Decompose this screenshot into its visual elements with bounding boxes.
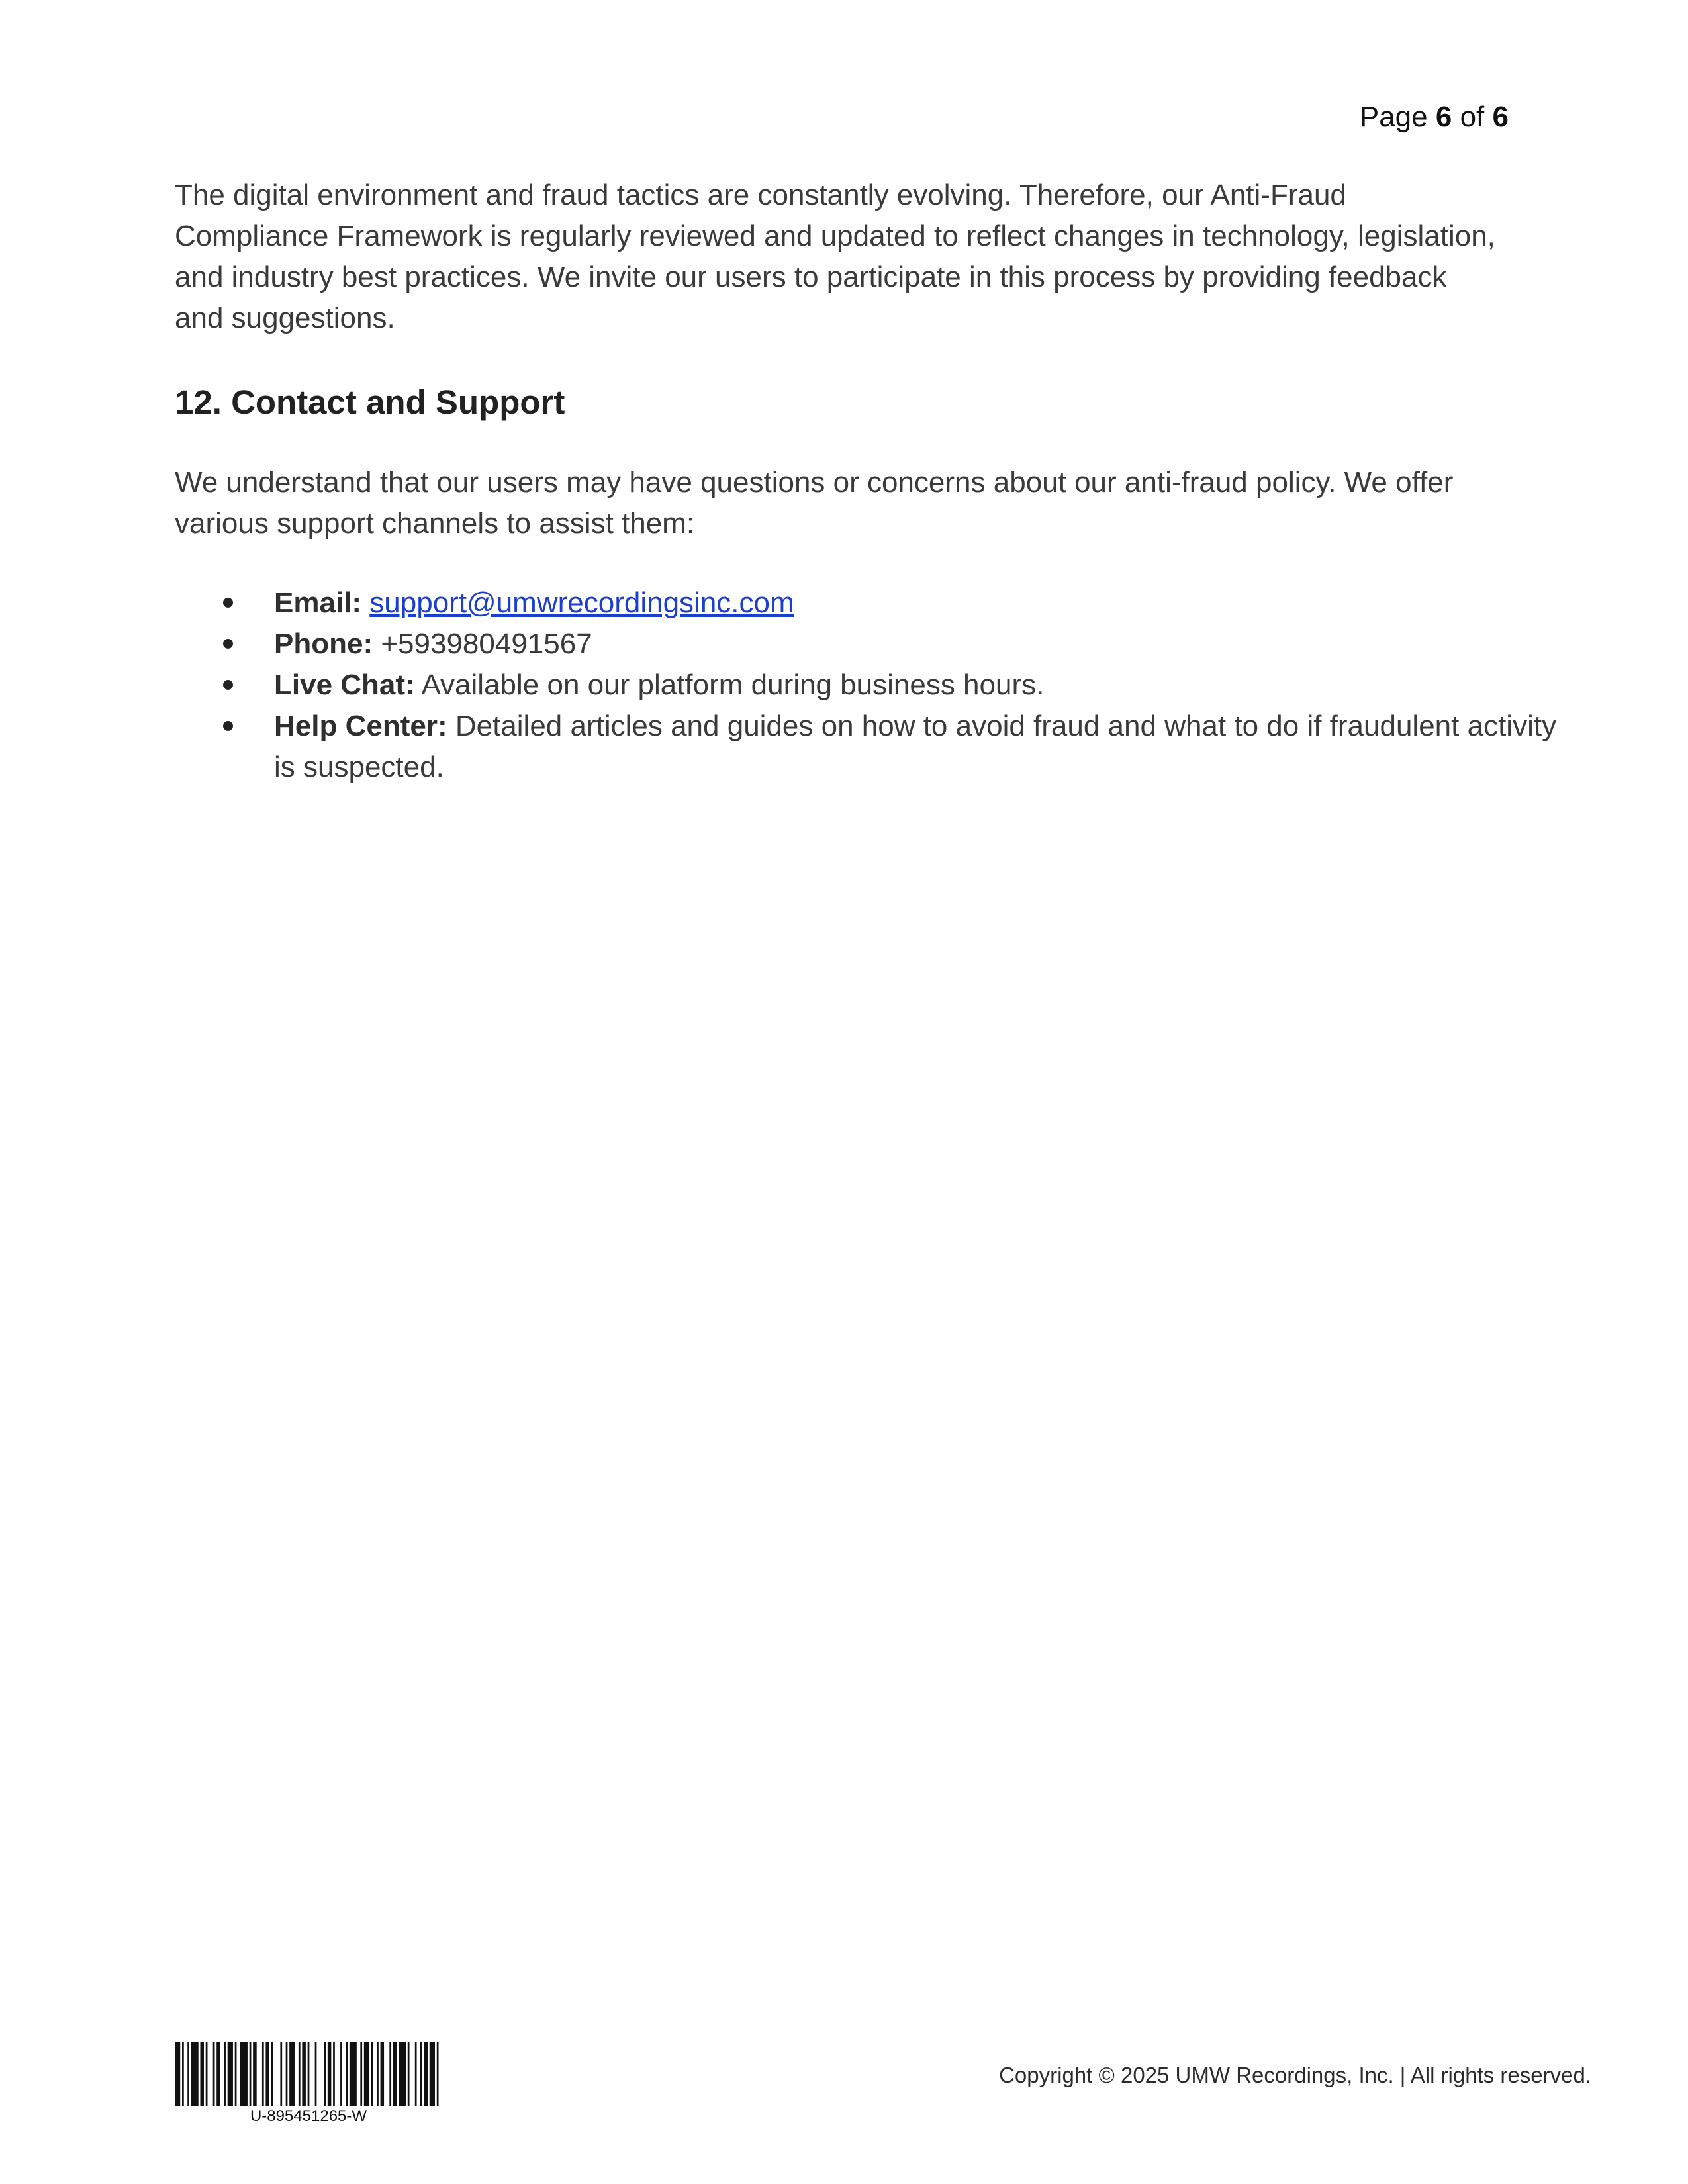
barcode-bar bbox=[315, 2042, 317, 2106]
page-separator: of bbox=[1460, 101, 1485, 133]
barcode-bar bbox=[415, 2042, 417, 2106]
barcode-icon bbox=[175, 2042, 442, 2106]
page-total: 6 bbox=[1492, 101, 1509, 133]
support-channel-list bbox=[175, 583, 1557, 788]
section-title: 12. Contact and Support bbox=[175, 383, 565, 421]
barcode-bar bbox=[389, 2042, 391, 2106]
barcode-bar bbox=[265, 2042, 269, 2106]
item-label: Live Chat: bbox=[274, 669, 415, 701]
barcode-bar bbox=[206, 2042, 208, 2106]
page-prefix: Page bbox=[1359, 101, 1428, 133]
barcode-bar bbox=[364, 2042, 369, 2106]
barcode-bar bbox=[437, 2042, 439, 2106]
section-body: We understand that our users may have questions or concerns about our anti-fraud policy. We offer various support channels to assist them: bbox=[175, 466, 1454, 540]
barcode-bar bbox=[262, 2042, 264, 2106]
barcode-bar bbox=[182, 2042, 184, 2106]
barcode-bar bbox=[399, 2042, 406, 2106]
list-item-help-center bbox=[175, 706, 1571, 788]
item-value: Available on our platform during business hours. bbox=[421, 669, 1045, 701]
bullet-icon bbox=[223, 639, 233, 649]
barcode-bar bbox=[191, 2042, 199, 2106]
list-item-live-chat bbox=[175, 665, 1571, 706]
barcode-bar bbox=[308, 2042, 310, 2106]
barcode-bar bbox=[377, 2042, 379, 2106]
barcode-bar bbox=[302, 2042, 306, 2106]
barcode-text: U-895451265-W bbox=[250, 2107, 367, 2125]
page-current: 6 bbox=[1435, 101, 1452, 133]
barcode-bar bbox=[240, 2042, 248, 2106]
barcode-bar bbox=[280, 2042, 282, 2106]
barcode-bar bbox=[213, 2042, 215, 2106]
document-body bbox=[175, 175, 1557, 788]
list-item-email bbox=[175, 583, 1571, 624]
barcode-bar bbox=[420, 2042, 422, 2106]
barcode-bar bbox=[340, 2042, 342, 2106]
list-item-phone bbox=[175, 624, 1571, 665]
barcode-bar bbox=[224, 2042, 226, 2106]
bullet-icon bbox=[223, 680, 233, 690]
barcode-bar bbox=[381, 2042, 385, 2106]
page-number bbox=[1360, 101, 1509, 134]
item-label: Help Center: bbox=[274, 710, 447, 742]
barcode-bar bbox=[324, 2042, 326, 2106]
barcode-bar bbox=[430, 2042, 435, 2106]
bullet-icon bbox=[223, 598, 233, 608]
item-label: Phone: bbox=[274, 628, 373, 660]
barcode-bar bbox=[424, 2042, 428, 2106]
item-value: +593980491567 bbox=[381, 628, 592, 660]
barcode-bar bbox=[393, 2042, 397, 2106]
barcode-bar bbox=[289, 2042, 295, 2106]
barcode-bar bbox=[346, 2042, 348, 2106]
copyright-notice: Copyright © 2025 UMW Recordings, Inc. | All rights reserved. bbox=[999, 2063, 1591, 2087]
barcode-bar bbox=[333, 2042, 335, 2106]
barcode-bar bbox=[200, 2042, 204, 2106]
barcode-bar bbox=[408, 2042, 410, 2106]
barcode-bar bbox=[299, 2042, 301, 2106]
barcode-bar bbox=[350, 2042, 357, 2106]
email-link[interactable]: support@umwrecordingsinc.com bbox=[369, 587, 794, 619]
barcode-bar bbox=[235, 2042, 237, 2106]
barcode-bar bbox=[175, 2042, 180, 2106]
barcode-bar bbox=[216, 2042, 220, 2106]
barcode-bar bbox=[253, 2042, 257, 2106]
barcode-bar bbox=[271, 2042, 273, 2106]
barcode-bar bbox=[360, 2042, 362, 2106]
barcode-bar bbox=[286, 2042, 288, 2106]
bullet-icon bbox=[223, 721, 233, 731]
barcode-bar bbox=[250, 2042, 252, 2106]
barcode-bar bbox=[328, 2042, 332, 2106]
intro-paragraph: The digital environment and fraud tactics are constantly evolving. Therefore, our Anti-Fraud Compliance Framework is regularly reviewed and updated to reflect changes in technology, legislation, and industry best practices. We invite our users to participate in this process by providing feedback and suggestions. bbox=[175, 179, 1495, 334]
barcode bbox=[175, 2042, 442, 2126]
barcode-bar bbox=[228, 2042, 233, 2106]
item-value: Detailed articles and guides on how to avoid fraud and what to do if fraudulent activity is suspected. bbox=[274, 710, 1557, 783]
barcode-bar bbox=[371, 2042, 373, 2106]
barcode-bar bbox=[187, 2042, 189, 2106]
item-label: Email: bbox=[274, 587, 362, 619]
